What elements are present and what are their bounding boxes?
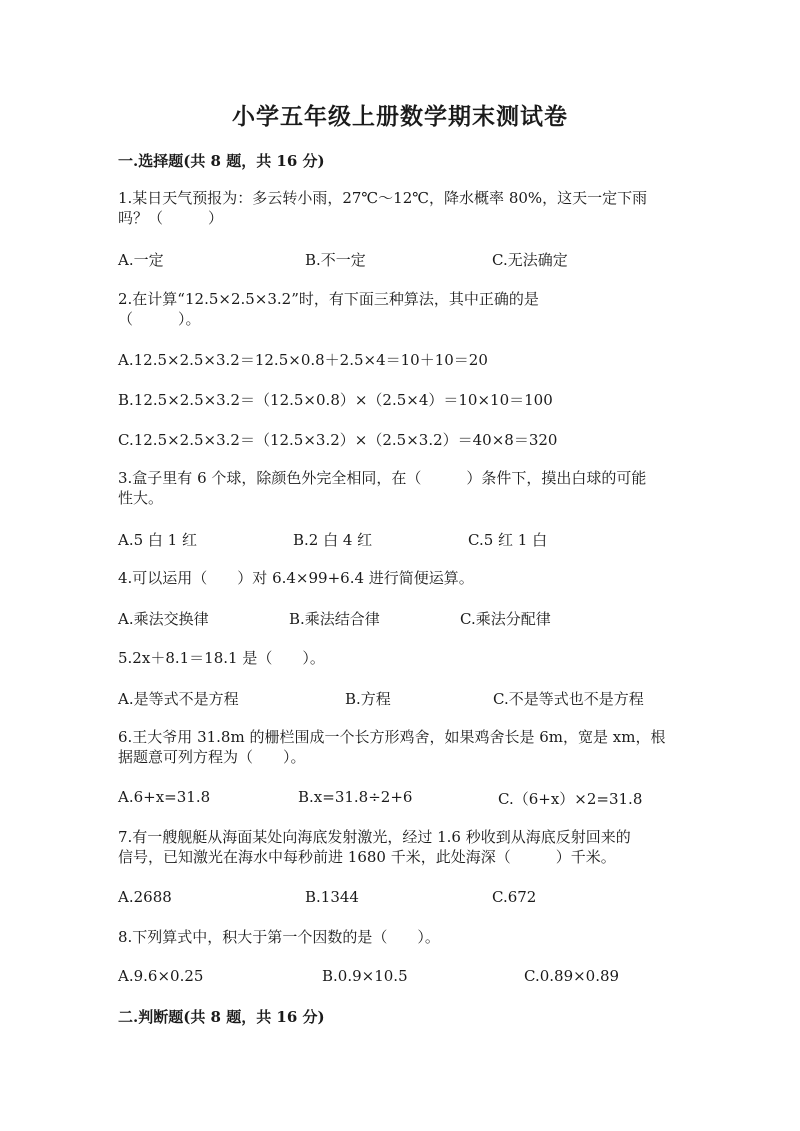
question-3-option-c: C.5 红 1 白	[468, 531, 548, 549]
question-8-option-a: A.9.6×0.25	[118, 967, 204, 985]
question-1-option-b: B.不一定	[305, 251, 366, 269]
question-3-option-a: A.5 白 1 红	[118, 531, 197, 549]
question-8-option-b: B.0.9×10.5	[322, 967, 408, 985]
question-1-option-a: A.一定	[118, 251, 164, 269]
question-6-option-c: C.（6+x）×2=31.8	[498, 790, 643, 808]
question-7-option-a: A.2688	[118, 888, 172, 906]
question-stem-line: 性大。	[118, 489, 164, 507]
question-7-option-c: C.672	[492, 888, 537, 906]
question-5-stem	[118, 648, 688, 668]
question-8-stem	[118, 927, 688, 947]
question-4-option-c: C.乘法分配律	[460, 610, 551, 628]
page-title: 小学五年级上册数学期末测试卷	[232, 103, 568, 130]
question-2-option-a: A.12.5×2.5×3.2＝12.5×0.8＋2.5×4＝10＋10＝20	[118, 351, 488, 369]
question-5-option-c: C.不是等式也不是方程	[493, 690, 644, 708]
question-stem-line: 信号，已知激光在海水中每秒前进 1680 千米，此处海深（ ）千米。	[118, 848, 616, 866]
question-6-stem	[118, 727, 688, 767]
question-6-option-b: B.x=31.8÷2+6	[298, 788, 413, 806]
question-4-stem	[118, 568, 688, 588]
question-stem-line: 7.有一艘舰艇从海面某处向海底发射激光，经过 1.6 秒收到从海底反射回来的	[118, 828, 631, 846]
question-5-option-b: B.方程	[345, 690, 391, 708]
question-stem-line: 5.2x＋8.1＝18.1 是（ ）。	[118, 649, 325, 667]
question-1-stem	[118, 188, 688, 228]
section-heading-judgement: 二.判断题(共 8 题，共 16 分)	[118, 1008, 325, 1026]
question-3-option-b: B.2 白 4 红	[293, 531, 373, 549]
question-stem-line: 3.盒子里有 6 个球，除颜色外完全相同，在（ ）条件下，摸出白球的可能	[118, 469, 647, 487]
question-8-option-c: C.0.89×0.89	[524, 967, 620, 985]
question-stem-line: 据题意可列方程为（ ）。	[118, 748, 306, 766]
question-4-option-b: B.乘法结合律	[289, 610, 380, 628]
question-2-option-b: B.12.5×2.5×3.2＝（12.5×0.8）×（2.5×4）＝10×10＝100	[118, 391, 553, 409]
question-1-option-c: C.无法确定	[492, 251, 568, 269]
question-stem-line: 吗？（ ）	[118, 209, 224, 227]
question-7-stem	[118, 827, 688, 867]
question-stem-line: 8.下列算式中，积大于第一个因数的是（ ）。	[118, 928, 440, 946]
question-stem-line: 6.王大爷用 31.8m 的栅栏围成一个长方形鸡舍，如果鸡舍长是 6m，宽是 xm，根	[118, 728, 666, 746]
section-heading-choice: 一.选择题(共 8 题，共 16 分)	[118, 152, 325, 170]
question-2-option-c: C.12.5×2.5×3.2＝（12.5×3.2）×（2.5×3.2）＝40×8＝320	[118, 431, 558, 449]
question-stem-line: 1.某日天气预报为：多云转小雨，27℃～12℃，降水概率 80%，这天一定下雨	[118, 189, 648, 207]
question-stem-line: 4.可以运用（ ）对 6.4×99+6.4 进行简便运算。	[118, 569, 474, 587]
question-6-option-a: A.6+x=31.8	[118, 788, 211, 806]
question-4-option-a: A.乘法交换律	[118, 610, 209, 628]
question-7-option-b: B.1344	[305, 888, 359, 906]
question-5-option-a: A.是等式不是方程	[118, 690, 239, 708]
question-2-stem	[118, 289, 688, 329]
question-3-stem	[118, 468, 688, 508]
question-stem-line: 2.在计算“12.5×2.5×3.2”时，有下面三种算法，其中正确的是	[118, 290, 539, 308]
question-stem-line: （ ）。	[118, 310, 201, 328]
